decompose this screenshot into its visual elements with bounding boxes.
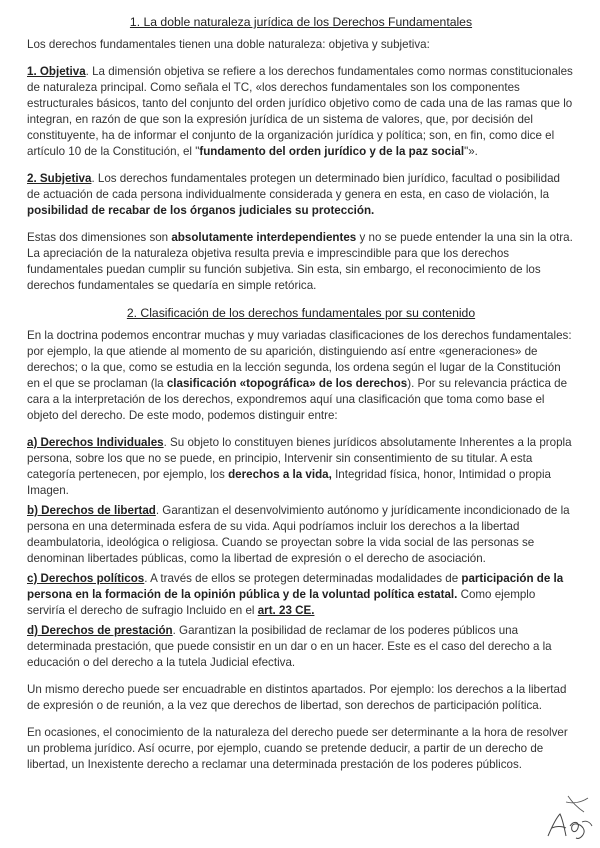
derechos-prestacion-label: d) Derechos de prestación (27, 624, 173, 637)
section-2-intro: En la doctrina podemos encontrar muchas y muy variadas clasificaciones de los derechos fundamentales: por ejemplo, la que atiende al momento de su aparición, distinguiendo así entre «generaciones» de derechos; o la que, como se estudia en la lección segunda, los ordena según el lugar de la Constitución en el que se proclaman (la clasificación «topográfica» de los derechos). Por su relevancia práctica de cara a la interpretación de los derechos, expondremos aquí una clasificación que toma como base el objeto del derecho. De este modo, podemos distinguir entre: (27, 329, 572, 422)
derechos-individuales-label: a) Derechos Individuales (27, 436, 164, 449)
objetiva-paragraph: 1. Objetiva. La dimensión objetiva se refiere a los derechos fundamentales como normas constitucionales de naturaleza principal. Como señala el TC, «los derechos fundamentales son los componentes estructurales básicos, tanto del conjunto del orden jurídico objetivo como de cada una de las ramas que lo integran, en razón de que son la expresión jurídica de un sistema de valores, que, por decisión del constituyente, ha de informar el conjunto de la organización jurídica y política; son, en fin, como dice el artículo 10 de la Constitución, el "fundamento del orden jurídico y de la paz social"». (27, 65, 573, 158)
dimensions-bold: absolutamente interdependientes (171, 231, 357, 244)
objetiva-label: 1. Objetiva (27, 65, 86, 78)
closing-paragraph-2: En ocasiones, el conocimiento de la naturaleza del derecho puede ser determinante a la hora de resolver un problema jurídico. Así ocurre, por ejemplo, cuando se pretende deducir, a partir de un derecho de libertad, un Inexistente derecho a reclamar una determinada prestación de los poderes públicos. (27, 726, 568, 771)
participacion-bold: participación de la persona en la formación de la opinión pública y de la voluntad política estatal. (27, 572, 564, 601)
derechos-prestacion-paragraph: d) Derechos de prestación. Garantizan la posibilidad de reclamar de los poderes públicos una determinada prestación, que puede consistir en un dar o en un hacer. Este es el caso del derecho a la educación o del derecho a la tutela Judicial efectiva. (27, 624, 552, 669)
subjetiva-bold: posibilidad de recabar de los órganos judiciales su protección. (27, 204, 375, 217)
topografica-bold: clasificación «topográfica» de los derechos (166, 377, 408, 390)
subjetiva-paragraph: 2. Subjetiva. Los derechos fundamentales protegen un determinado bien jurídico, facultad o posibilidad de actuación de cada persona individualmente considerada y genera en esta, en caso de violación, la posibilidad de recabar de los órganos judiciales su protección. (27, 172, 561, 217)
section-1-intro: Los derechos fundamentales tienen una doble naturaleza: objetiva y subjetiva: (27, 38, 430, 51)
objetiva-bold: fundamento del orden jurídico y de la paz social (199, 145, 465, 158)
derechos-vida-bold: derechos a la vida, (228, 468, 332, 481)
derechos-individuales-paragraph: a) Derechos Individuales. Su objeto lo constituyen bienes jurídicos absolutamente Inherentes a la propla persona, sobre los que no se puede, en principio, Intervenir sin consentimiento de su titular. A esta categoría pertenecen, por ejemplo, los derechos a la vida, Integridad física, honor, Intimidad o propia Imagen. (27, 436, 572, 497)
section-2-title: 2. Clasificación de los derechos fundamentales por su contenido (126, 306, 476, 320)
derechos-politicos-paragraph: c) Derechos políticos. A través de ellos se protegen determinadas modalidades de participación de la persona en la formación de la opinión pública y de la voluntad política estatal. Como ejemplo serviría el derecho de sufragio Incluido en el art. 23 CE. (27, 572, 564, 617)
derechos-politicos-label: c) Derechos políticos (27, 572, 145, 585)
article-23-reference: art. 23 CE. (257, 604, 315, 617)
section-1-title: 1. La doble naturaleza jurídica de los Derechos Fundamentales (129, 15, 473, 29)
document-page (27, 14, 575, 784)
closing-paragraph-1: Un mismo derecho puede ser encuadrable en distintos apartados. Por ejemplo: los derechos a la libertad de expresión o de reunión, a la vez que derechos de libertad, son derechos de participación política. (27, 683, 567, 712)
dimensions-paragraph: Estas dos dimensiones son absolutamente interdependientes y no se puede entender la una sin la otra. La apreciación de la naturaleza objetiva resulta previa e imprescindible para que los derechos fundamentales puedan cumplir su función subjetiva. Sin esta, sin embargo, el reconocimiento de los derechos fundamentales se quedaría en simple retórica. (27, 231, 573, 292)
subjetiva-label: 2. Subjetiva (27, 172, 92, 185)
derechos-libertad-label: b) Derechos de libertad (27, 504, 156, 517)
handwritten-signature-icon (538, 792, 598, 844)
derechos-libertad-paragraph: b) Derechos de libertad. Garantizan el desenvolvimiento autónomo y jurídicamente incondicionado de la persona en una determinada esfera de su vida. Aqui podríamos incluir los derechos a la libertad deambulatoria, ideológica o religiosa. Cuando se proyectan sobre la vida social de las personas se denominan libertades públicas, como la libertad de expresión o el derecho de asociación. (27, 504, 570, 565)
